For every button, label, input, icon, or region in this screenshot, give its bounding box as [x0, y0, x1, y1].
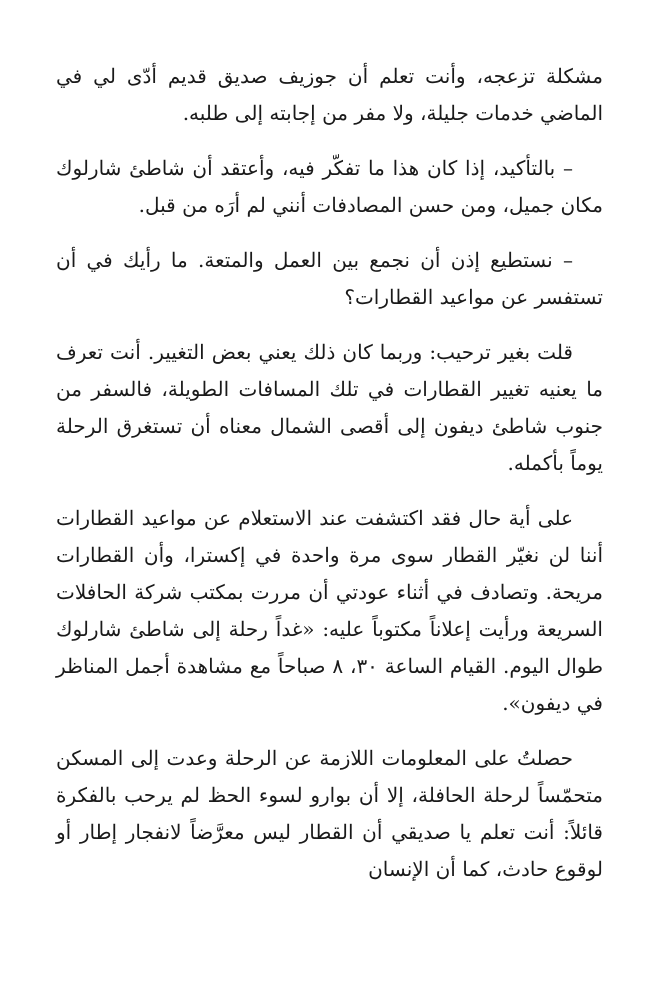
paragraph-gap — [56, 224, 603, 242]
paragraph-4: قلت بغير ترحيب: وربما كان ذلك يعني بعض التغيير. أنت تعرف ما يعنيه تغيير القطارات في تلك المسافات الطويلة، فالسفر من جنوب شاطئ ديفون إلى أقصى الشمال معناه أن تستغرق الرحلة يوماً بأكمله. — [56, 340, 603, 475]
paragraph-1: مشكلة تزعجه، وأنت تعلم أن جوزيف صديق قديم أدّى لي في الماضي خدمات جليلة، ولا مفر من إجابته إلى طلبه. — [56, 64, 603, 125]
paragraph-6: حصلتُ على المعلومات اللازمة عن الرحلة وعدت إلى المسكن متحمّساً لرحلة الحافلة، إلا أن بوارو لسوء الحظ لم يرحب بالفكرة قائلاً: أنت تعلم يا صديقي أن القطار ليس معرَّضاً لانفجار إطار أو لوقوع حادث، كما أن الإنسان — [56, 746, 603, 881]
paragraph-gap — [56, 316, 603, 334]
paragraph-gap — [56, 722, 603, 740]
paragraph-gap — [56, 132, 603, 150]
paragraph-gap — [56, 482, 603, 500]
paragraph-2: – بالتأكيد، إذا كان هذا ما تفكّر فيه، وأعتقد أن شاطئ شارلوك مكان جميل، ومن حسن المصادفات أنني لم أرَه من قبل. — [56, 156, 603, 217]
paragraph-5: على أية حال فقد اكتشفت عند الاستعلام عن مواعيد القطارات أننا لن نغيّر القطار سوى مرة واحدة في إكسترا، وأن القطارات مريحة. وتصادف في أثناء عودتي أن مررت بمكتب شركة الحافلات السريعة ورأيت إعلاناً مكتوباً عليه: «غداً رحلة إلى شاطئ شارلوك طوال اليوم. القيام الساعة ٣٠، ٨ صباحاً مع مشاهدة أجمل المناظر في ديفون». — [56, 506, 604, 715]
paragraph-3: – نستطيع إذن أن نجمع بين العمل والمتعة. ما رأيك في أن تستفسر عن مواعيد القطارات؟ — [56, 248, 603, 309]
